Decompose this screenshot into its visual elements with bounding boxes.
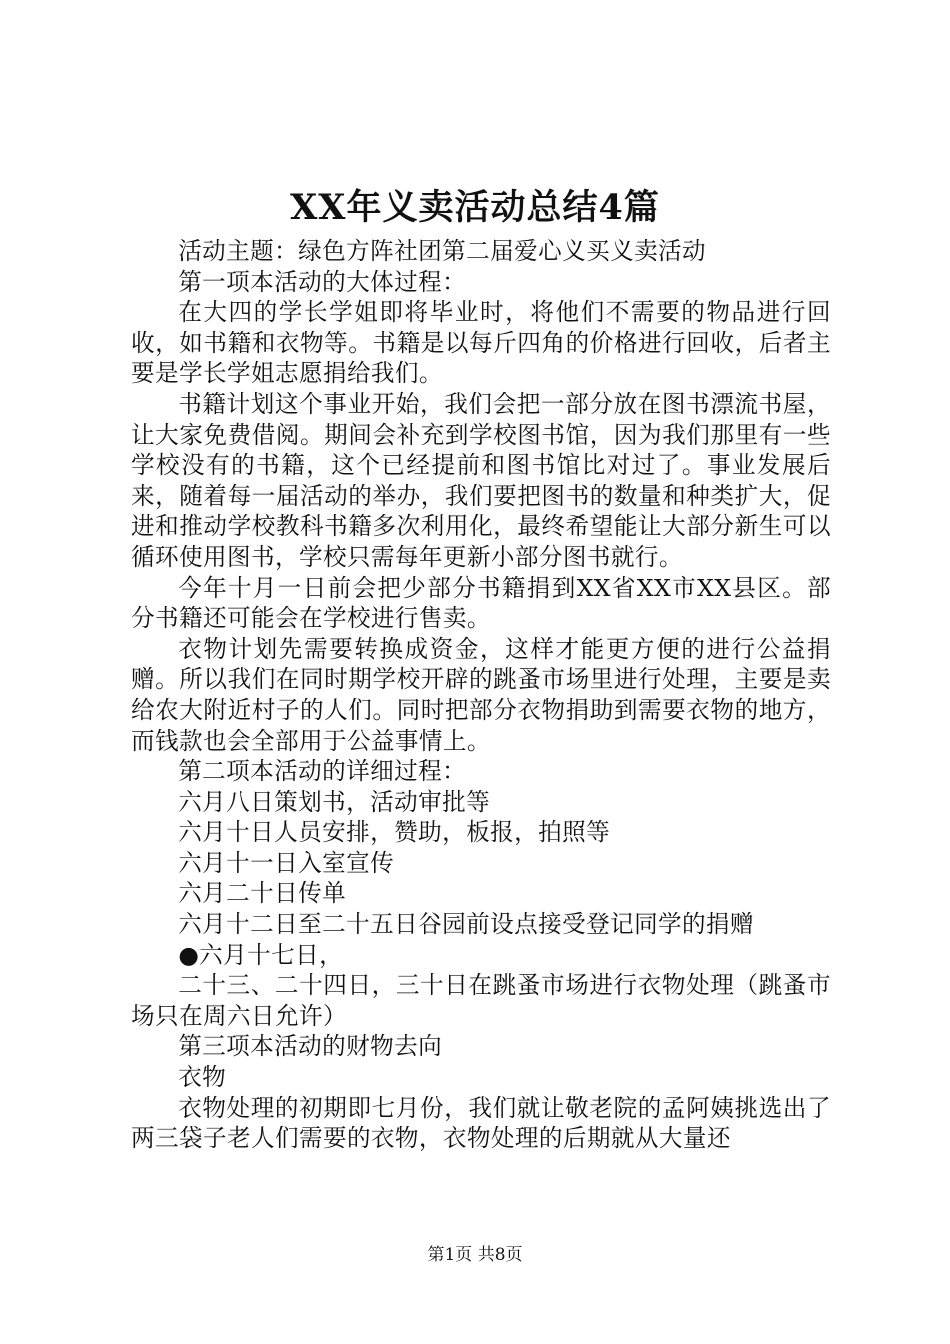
- paragraph-clothing-plan: 衣物计划先需要转换成资金，这样才能更方便的进行公益捐赠。所以我们在同时期学校开辟的跳蚤市场里进行处理，主要是卖给农大附近村子的人们。同时把部分衣物捐助到需要衣物的地方，而钱款也会全部用于公益事情上。: [131, 634, 831, 755]
- paragraph-schedule-item: 六月十一日入室宣传: [178, 848, 395, 877]
- document-title: XX年义卖活动总结4篇: [290, 187, 660, 228]
- paragraph-subheading-clothing: 衣物: [178, 1063, 227, 1092]
- paragraph-flea-market: 二十三、二十四日，三十日在跳蚤市场进行衣物处理（跳蚤市场只在周六日允许）: [131, 971, 831, 1030]
- document-body: [131, 236, 831, 1154]
- paragraph-section-2-heading: 第二项本活动的详细过程：: [178, 757, 467, 786]
- paragraph-schedule-item: 六月十二日至二十五日谷园前设点接受登记同学的捐赠: [178, 910, 755, 939]
- paragraph-bullet-item: ●六月十七日，: [178, 940, 344, 969]
- paragraph-theme: 活动主题：绿色方阵社团第二届爱心义买义卖活动: [178, 237, 707, 265]
- paragraph-clothing-handling: 衣物处理的初期即七月份，我们就让敬老院的孟阿姨挑选出了两三袋子老人们需要的衣物，衣物处理的后期就从大量还: [131, 1093, 831, 1153]
- paragraph-section-1-heading: 第一项本活动的大体过程：: [178, 267, 467, 296]
- paragraph-book-plan: 书籍计划这个事业开始，我们会把一部分放在图书漂流书屋，让大家免费借阅。期间会补充到学校图书馆，因为我们那里有一些学校没有的书籍，这个已经提前和图书馆比对过了。事业发展后来，随着每一届活动的举办，我们要把图书的数量和种类扩大，促进和推动学校教科书籍多次利用化，最终希望能让大部分新生可以循环使用图书，学校只需每年更新小部分图书就行。: [131, 389, 831, 571]
- paragraph-recycling: 在大四的学长学姐即将毕业时，将他们不需要的物品进行回收，如书籍和衣物等。书籍是以每斤四角的价格进行回收，后者主要是学长学姐志愿捐给我们。: [131, 298, 831, 388]
- page-footer: 第1页 共8页: [427, 1245, 523, 1265]
- paragraph-section-3-heading: 第三项本活动的财物去向: [178, 1032, 443, 1061]
- paragraph-schedule-item: 六月二十日传单: [178, 879, 347, 908]
- paragraph-schedule-item: 六月十日人员安排，赞助，板报，拍照等: [178, 818, 611, 847]
- paragraph-book-donation: 今年十月一日前会把少部分书籍捐到XX省XX市XX县区。部分书籍还可能会在学校进行售卖。: [131, 573, 831, 633]
- paragraph-schedule-item: 六月八日策划书，活动审批等: [178, 787, 491, 816]
